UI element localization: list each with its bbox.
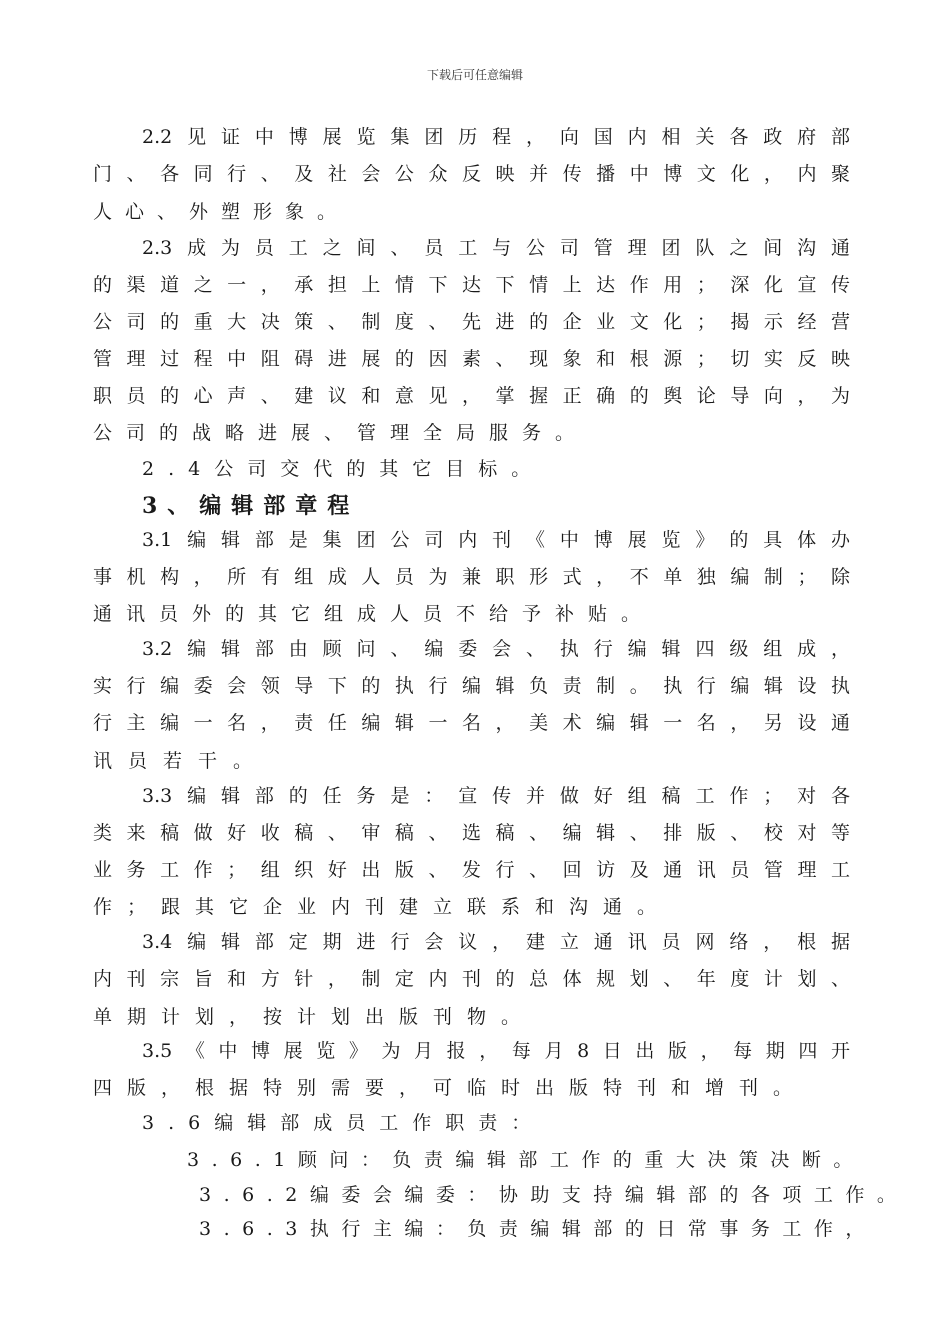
paragraph-line: 事机构，所有组成人员为兼职形式，不单独编制；除 <box>93 566 850 588</box>
paragraph-line: 3.3编辑部的任务是：宣传并做好组稿工作；对各 <box>142 785 850 807</box>
paragraph-line: 人心、外塑形象。 <box>93 201 350 223</box>
paragraph-line: 3.4编辑部定期进行会议，建立通讯员网络，根据 <box>142 931 850 953</box>
paragraph-line: 四版，根据特别需要，可临时出版特刊和增刊。 <box>93 1077 808 1099</box>
paragraph-line: 2.2见证中博展览集团历程，向国内相关各政府部 <box>142 126 850 148</box>
paragraph-line: 3.2编辑部由顾问、编委会、执行编辑四级组成， <box>142 638 850 660</box>
paragraph-line: 讯员若干。 <box>93 750 269 772</box>
paragraph-line: 3.6编辑部成员工作职责： <box>142 1112 545 1134</box>
paragraph-line: 2.3成为员工之间、员工与公司管理团队之间沟通 <box>142 237 850 259</box>
paragraph-line: 职员的心声、建议和意见，掌握正确的舆论导向，为 <box>93 385 850 407</box>
duty-item: 3.6.1顾问：负责编辑部工作的重大决策决断。 <box>187 1149 865 1171</box>
paragraph-line: 门、各同行、及社会公众反映并传播中博文化，内聚 <box>93 163 850 185</box>
paragraph-line: 行主编一名，责任编辑一名，美术编辑一名，另设通 <box>93 712 850 734</box>
paragraph-line: 公司的重大决策、制度、先进的企业文化；揭示经营 <box>93 311 850 333</box>
page-header: 下载后可任意编辑 <box>426 68 523 82</box>
paragraph-line: 作；跟其它企业内刊建立联系和沟通。 <box>93 896 672 918</box>
paragraph-line: 通讯员外的其它组成人员不给予补贴。 <box>93 603 655 625</box>
paragraph-line: 3.1编辑部是集团公司内刊《中博展览》的具体办 <box>142 529 850 551</box>
paragraph-line: 3.5《中博展览》为月报，每月8日出版，每期四开 <box>142 1040 850 1062</box>
paragraph-line: 2.4公司交代的其它目标。 <box>142 458 545 480</box>
paragraph-line: 单期计划，按计划出版刊物。 <box>93 1006 536 1028</box>
paragraph-line: 管理过程中阻碍进展的因素、现象和根源；切实反映 <box>93 348 850 370</box>
paragraph-line: 的渠道之一，承担上情下达下情上达作用；深化宣传 <box>93 274 850 296</box>
duty-item: 3.6.2编委会编委：协助支持编辑部的各项工作。 <box>199 1184 909 1206</box>
section-heading: 3、编辑部章程 <box>142 493 360 519</box>
paragraph-line: 类来稿做好收稿、审稿、选稿、编辑、排版、校对等 <box>93 822 850 844</box>
paragraph-line: 业务工作；组织好出版、发行、回访及通讯员管理工 <box>93 859 850 881</box>
paragraph-line: 公司的战略进展、管理全局服务。 <box>93 422 589 444</box>
paragraph-line: 内刊宗旨和方针，制定内刊的总体规划、年度计划、 <box>93 968 850 990</box>
paragraph-line: 实行编委会领导下的执行编辑负责制。执行编辑设执 <box>93 675 850 697</box>
duty-item: 3.6.3执行主编：负责编辑部的日常事务工作， <box>199 1218 877 1240</box>
